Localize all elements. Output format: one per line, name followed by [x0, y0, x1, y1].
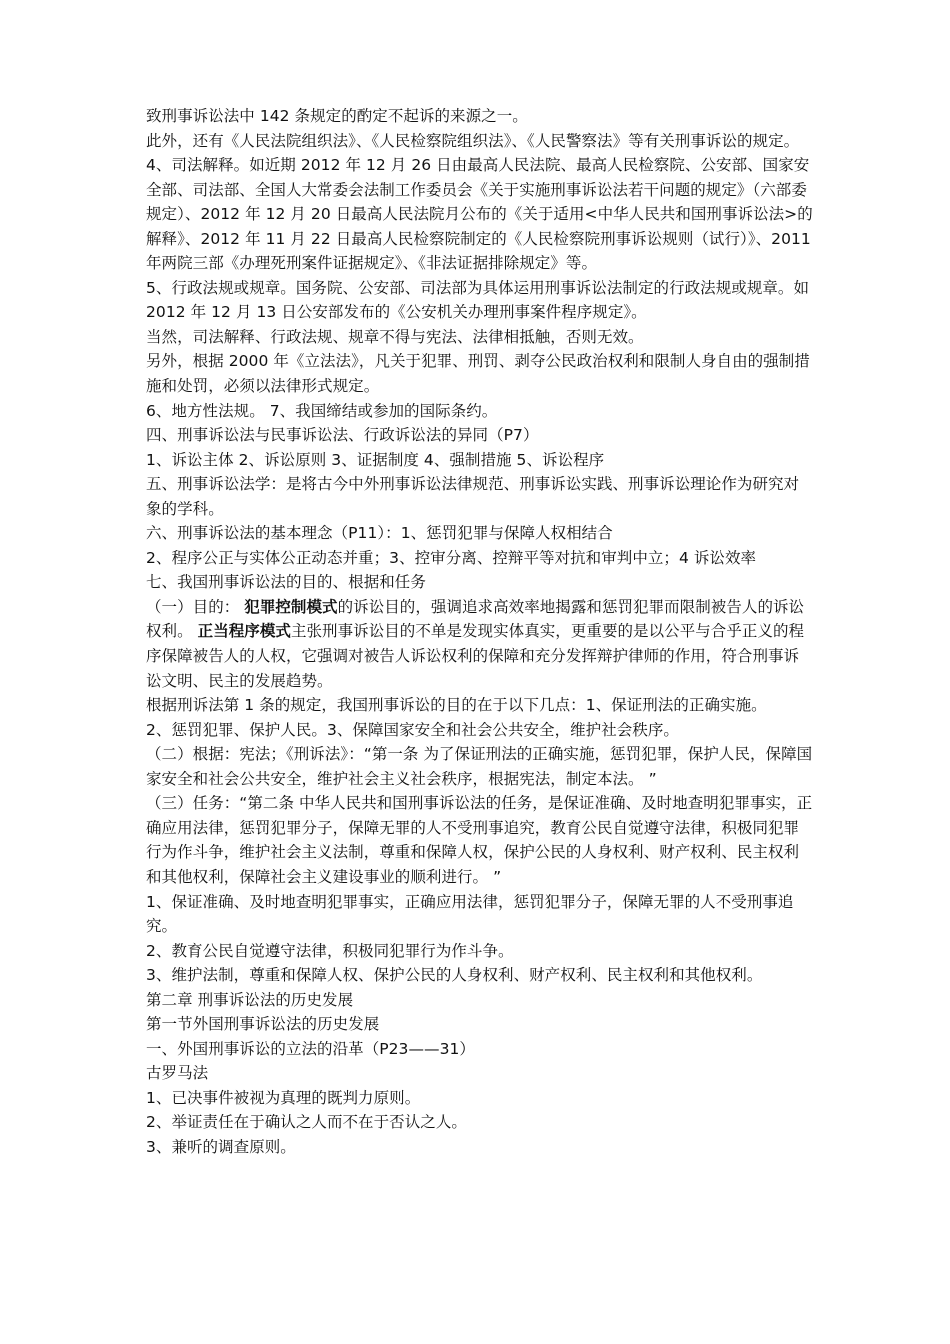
text-run: 五、刑事诉讼法学：是将古今中外刑事诉讼法律规范、刑事诉讼实践、刑事诉讼理论作为研究对象的学科。 — [146, 475, 800, 518]
paragraph — [146, 1012, 814, 1037]
text-run: 一、外国刑事诉讼的立法的沿革（P23——31） — [146, 1039, 475, 1058]
paragraph — [146, 472, 814, 521]
paragraph — [146, 399, 814, 424]
paragraph — [146, 939, 814, 964]
paragraph — [146, 595, 814, 693]
text-run: 七、我国刑事诉讼法的目的、根据和任务 — [146, 573, 426, 592]
paragraph — [146, 1037, 814, 1062]
paragraph — [146, 718, 814, 743]
paragraph — [146, 693, 814, 718]
text-run: 另外，根据 2000 年《立法法》，凡关于犯罪、刑罚、剥夺公民政治权利和限制人身自由的强制措施和处罚，必须以法律形式规定。 — [146, 352, 810, 396]
paragraph — [146, 791, 814, 889]
text-run: 2、教育公民自觉遵守法律，积极同犯罪行为作斗争。 — [146, 941, 514, 960]
text-run: 3、兼听的调查原则。 — [146, 1137, 296, 1156]
paragraph — [146, 104, 814, 129]
text-run: 的诉讼目的，强调追求高效率地揭露和惩罚犯罪而限制被告人的诉讼权利。 — [146, 597, 805, 641]
bold-term: 正当程序模式 — [197, 622, 291, 641]
text-run: 当然，司法解释、行政法规、规章不得与宪法、法律相抵触，否则无效。 — [146, 327, 644, 346]
text-run: 1、诉讼主体 2、诉讼原则 3、证据制度 4、强制措施 5、诉讼程序 — [146, 450, 605, 469]
text-run: （一）目的： — [146, 597, 245, 616]
text-run: 第二章 刑事诉讼法的历史发展 — [146, 990, 354, 1009]
text-run: 此外，还有《人民法院组织法》、《人民检察院组织法》、《人民警察法》等有关刑事诉讼的规定。 — [146, 131, 800, 150]
paragraph — [146, 1135, 814, 1160]
text-run: 根据刑诉法第 1 条的规定，我国刑事诉讼的目的在于以下几点：1、保证刑法的正确实施。 — [146, 696, 767, 715]
paragraph — [146, 129, 814, 154]
paragraph — [146, 521, 814, 546]
paragraph — [146, 1061, 814, 1086]
text-run: 2、惩罚犯罪、保护人民。3、保障国家安全和社会公共安全，维护社会秩序。 — [146, 720, 679, 739]
paragraph — [146, 349, 814, 398]
text-run: 3、维护法制，尊重和保障人权、保护公民的人身权利、财产权利、民主权利和其他权利。 — [146, 966, 763, 985]
paragraph — [146, 890, 814, 939]
text-run: 主张刑事诉讼目的不单是发现实体真实，更重要的是以公平与合乎正义的程序保障被告人的人权，它强调对被告人诉讼权利的保障和充分发挥辩护律师的作用，符合刑事诉讼文明、民主的发展趋势。 — [146, 622, 805, 690]
paragraph — [146, 423, 814, 448]
text-run: 第一节外国刑事诉讼法的历史发展 — [146, 1015, 380, 1034]
paragraph — [146, 325, 814, 350]
text-run: （二）根据：宪法；《刑诉法》：“第一条 为了保证刑法的正确实施，惩罚犯罪，保护人民，保障国家安全和社会公共安全，维护社会主义社会秩序，根据宪法，制定本法。 ” — [146, 745, 813, 788]
text-run: 5、行政法规或规章。国务院、公安部、司法部为具体运用刑事诉讼法制定的行政法规或规章。如 2012 年 12 月 13 日公安部发布的《公安机关办理刑事案件程序规定》。 — [146, 278, 810, 322]
document-body — [146, 104, 814, 1160]
text-run: 1、已决事件被视为真理的既判力原则。 — [146, 1088, 421, 1107]
text-run: 4、司法解释。如近期 2012 年 12 月 26 日由最高人民法院、最高人民检察院、公安部、国家安全部、司法部、全国人大常委会法制工作委员会《关于实施刑事诉讼法若干问题的规定》（六部委规定）、2012 年 12 月 20 日最高人民法院月公布的《关于适用<中华人民共和国刑事诉讼法>的解释》、2012 年 11 月 22 日最高人民检察院制定的《人民检察院刑事诉讼规则（试行）》、2011 年两院三部《办理死刑案件证据规定》、《非法证据排除规定》等。 — [146, 156, 813, 273]
text-run: 四、刑事诉讼法与民事诉讼法、行政诉讼法的异同（P7） — [146, 426, 539, 445]
text-run: 2、程序公正与实体公正动态并重；3、控审分离、控辩平等对抗和审判中立；4 诉讼效率 — [146, 548, 757, 567]
text-run: 古罗马法 — [146, 1064, 209, 1083]
paragraph — [146, 276, 814, 325]
paragraph — [146, 1086, 814, 1111]
text-run: （三）任务：“第二条 中华人民共和国刑事诉讼法的任务，是保证准确、及时地查明犯罪事实，正确应用法律，惩罚犯罪分子，保障无罪的人不受刑事追究，教育公民自觉遵守法律，积极同犯罪行为作斗争，维护社会主义法制，尊重和保障人权，保护公民的人身权利、财产权利、民主权利和其他权利，保障社会主义建设事业的顺利进行。 ” — [146, 794, 813, 886]
paragraph — [146, 1110, 814, 1135]
text-run: 6、地方性法规。 7、我国缔结或参加的国际条约。 — [146, 401, 498, 420]
paragraph — [146, 963, 814, 988]
paragraph — [146, 988, 814, 1013]
text-run: 六、刑事诉讼法的基本理念（P11）：1、惩罚犯罪与保障人权相结合 — [146, 524, 613, 543]
paragraph — [146, 546, 814, 571]
paragraph — [146, 448, 814, 473]
bold-term: 犯罪控制模式 — [244, 597, 338, 616]
paragraph — [146, 153, 814, 276]
text-run: 2、举证责任在于确认之人而不在于否认之人。 — [146, 1113, 467, 1132]
text-run: 1、保证准确、及时地查明犯罪事实，正确应用法律，惩罚犯罪分子，保障无罪的人不受刑事追究。 — [146, 892, 794, 936]
paragraph — [146, 742, 814, 791]
paragraph — [146, 570, 814, 595]
text-run: 致刑事诉讼法中 142 条规定的酌定不起诉的来源之一。 — [146, 107, 528, 125]
